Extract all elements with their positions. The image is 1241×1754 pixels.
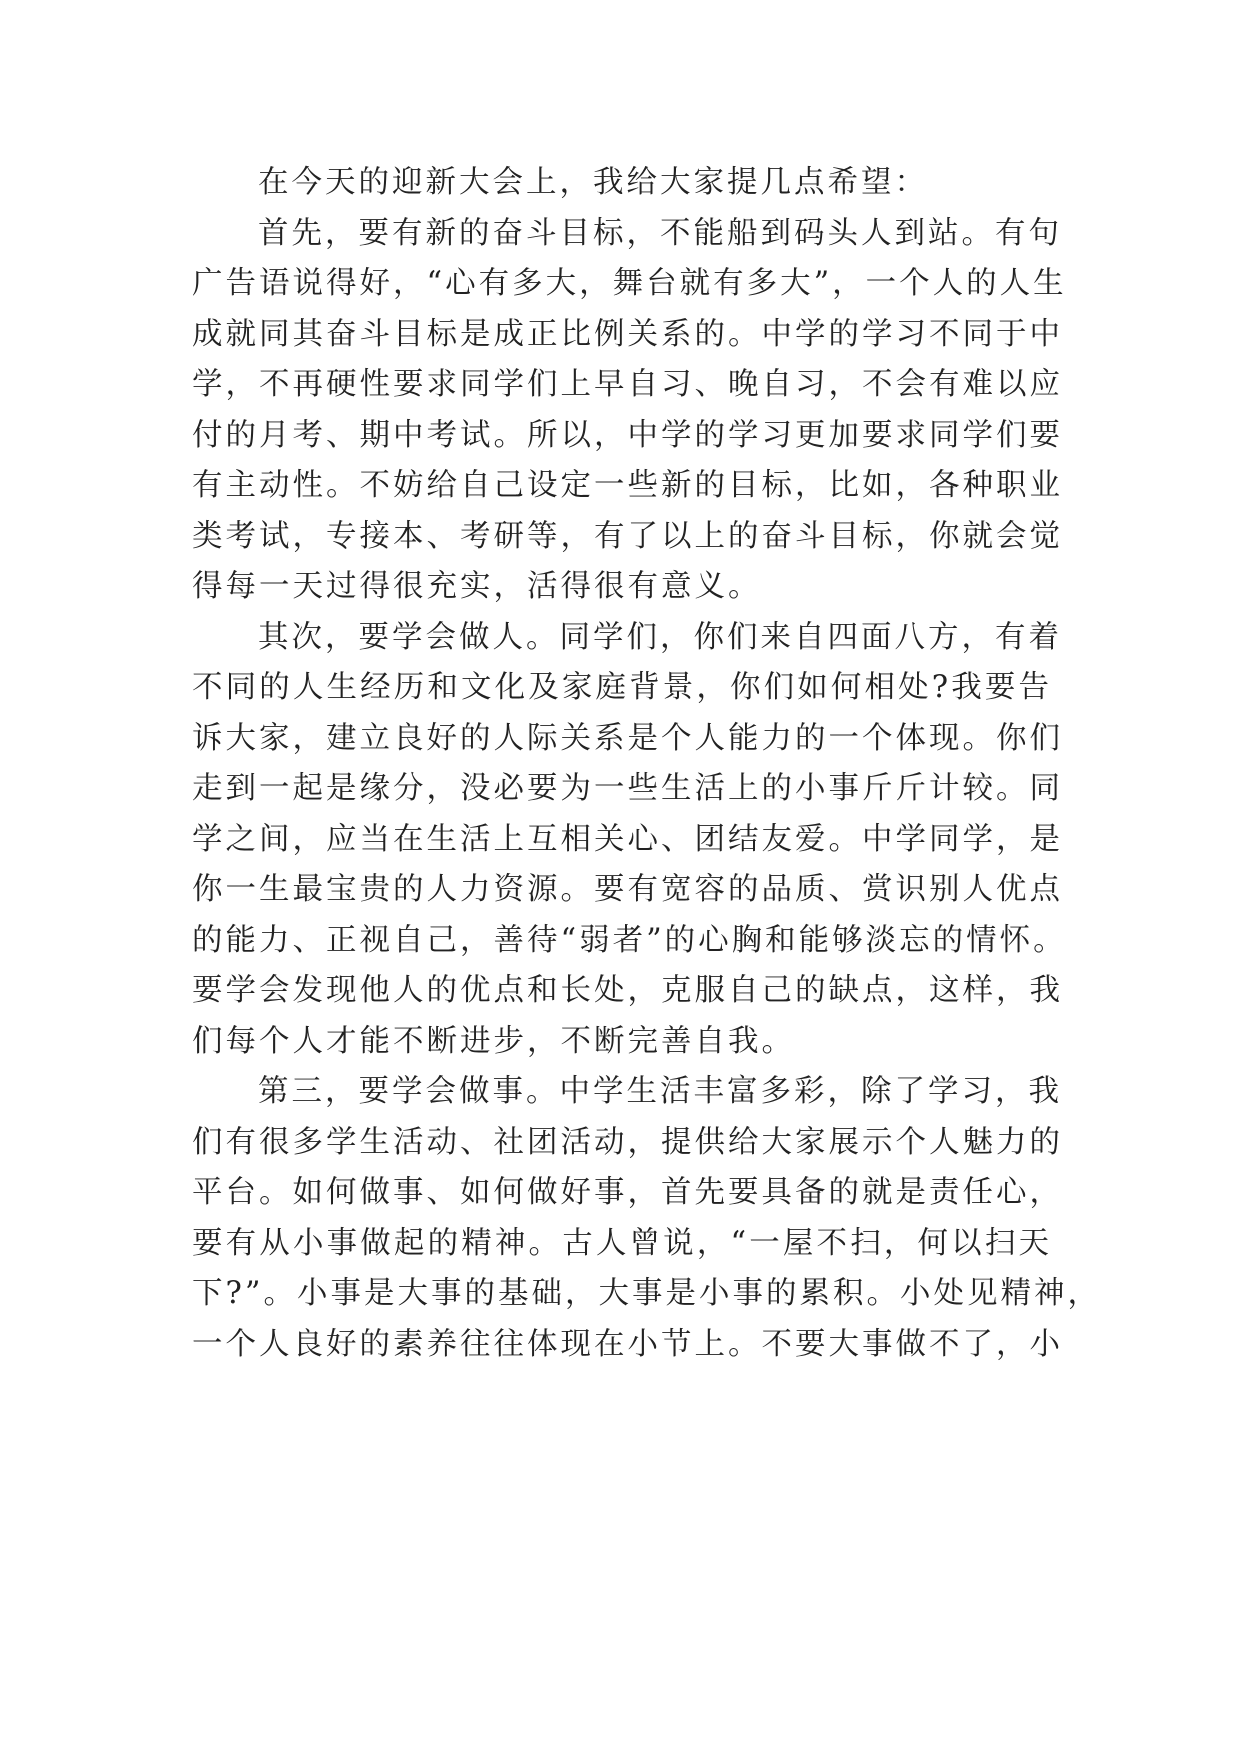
document-body [192,158,1101,1370]
paragraph-line: 你一生最宝贵的人力资源。要有宽容的品质、赏识别人优点 [192,872,1063,907]
paragraph-line: 要有从小事做起的精神。古人曾说，“一屋不扫，何以扫天 [192,1225,1052,1261]
paragraph-line: 不同的人生经历和文化及家庭背景，你们如何相处?我要告 [192,670,1052,705]
paragraph-line: 首先，要有新的奋斗目标，不能船到码头人到站。有句 [258,215,1062,251]
paragraph-line: 一个人良好的素养往往体现在小节上。不要大事做不了，小 [192,1326,1063,1362]
paragraph-line: 类考试，专接本、考研等，有了以上的奋斗目标，你就会觉 [192,518,1063,554]
paragraph-line: 学之间，应当在生活上互相关心、团结友爱。中学同学，是 [192,821,1063,857]
paragraph-line: 的能力、正视自己，善待“弱者”的心胸和能够淡忘的情怀。 [192,922,1067,958]
paragraph-line: 其次，要学会做人。同学们，你们来自四面八方，有着 [258,619,1062,655]
paragraph-line: 们有很多学生活动、社团活动，提供给大家展示个人魅力的 [192,1124,1063,1160]
paragraph-line: 学，不再硬性要求同学们上早自习、晚自习，不会有难以应 [192,367,1063,402]
paragraph-line: 走到一起是缘分，没必要为一些生活上的小事斤斤计较。同 [192,771,1063,806]
paragraph-line: 付的月考、期中考试。所以，中学的学习更加要求同学们要 [192,417,1063,453]
paragraph-line: 平台。如何做事、如何做好事，首先要具备的就是责任心， [192,1175,1063,1210]
paragraph-line: 广告语说得好，“心有多大，舞台就有多大”，一个人的人生 [192,266,1067,301]
paragraph-line: 第三，要学会做事。中学生活丰富多彩，除了学习，我 [258,1074,1062,1109]
paragraph-line: 成就同其奋斗目标是成正比例关系的。中学的学习不同于中 [192,316,1063,352]
paragraph-line: 们每个人才能不断进步，不断完善自我。 [192,1023,795,1059]
paragraph-line: 得每一天过得很充实，活得很有意义。 [192,569,762,604]
paragraph-line: 在今天的迎新大会上，我给大家提几点希望： [258,165,928,200]
paragraph-line: 要学会发现他人的优点和长处，克服自己的缺点，这样，我 [192,973,1063,1008]
paragraph-line: 诉大家，建立良好的人际关系是个人能力的一个体现。你们 [192,720,1063,756]
paragraph-line: 下?”。小事是大事的基础，大事是小事的累积。小处见精神， [192,1276,1101,1311]
paragraph-line: 有主动性。不妨给自己设定一些新的目标，比如，各种职业 [192,468,1063,503]
